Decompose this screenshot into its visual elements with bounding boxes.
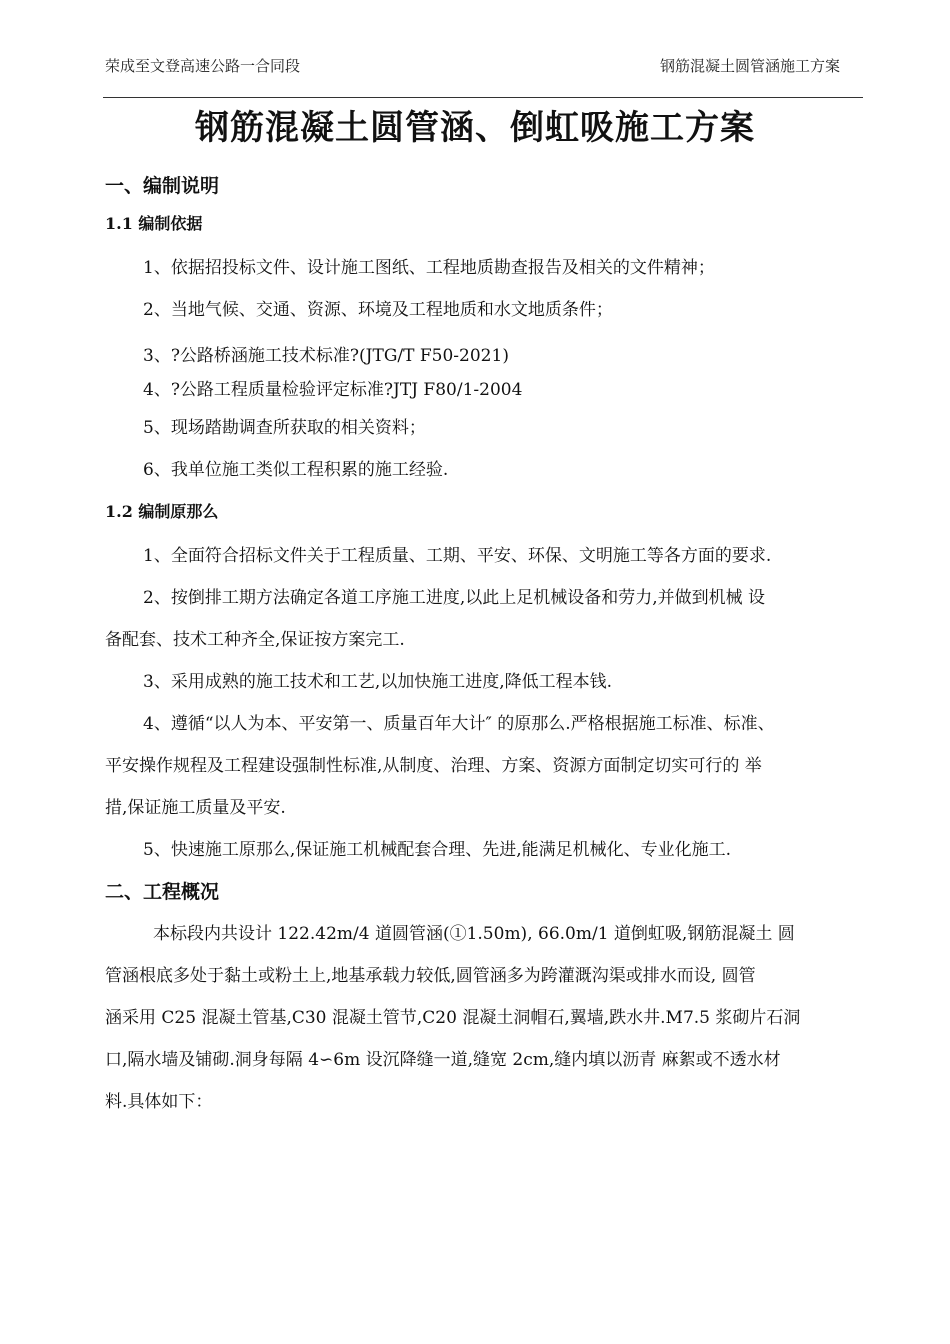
- document-title: 钢筋混凝土圆管涵、倒虹吸施工方案: [195, 108, 755, 148]
- basis-item-4: 4、?公路工程质量检验评定标准?JTJ F80/1-2004: [143, 380, 523, 400]
- overview-line-2: 管涵根底多处于黏土或粉土上,地基承载力较低,圆管涵多为跨灌溉沟渠或排水而设, 圆管: [105, 966, 756, 986]
- overview-line-5: 料.具体如下：: [105, 1092, 213, 1112]
- basis-item-5: 5、现场踏勘调查所获取的相关资料；: [143, 418, 426, 438]
- basis-item-3: 3、?公路桥涵施工技术标准?(JTG/T F50-2021): [143, 346, 509, 366]
- overview-line-3: 涵采用 C25 混凝土管基,C30 混凝土管节,C20 混凝土洞帽石,翼墙,跌水井.M7.5 浆砌片石洞: [105, 1008, 801, 1028]
- subsection-heading-1-1: 1.1 编制依据: [105, 214, 203, 233]
- principle-item-2-line-1: 2、按倒排工期方法确定各道工序施工进度,以此上足机械设备和劳力,并做到机械 设: [143, 588, 766, 608]
- overview-line-1: 本标段内共设计 122.42m/4 道圆管涵(①1.50m), 66.0m/1 道倒虹吸,钢筋混凝土 圆: [153, 924, 795, 944]
- principle-item-3: 3、采用成熟的施工技术和工艺,以加快施工进度,降低工程本钱.: [143, 672, 613, 692]
- header-right-text: 钢筋混凝土圆管涵施工方案: [659, 57, 840, 75]
- basis-item-6: 6、我单位施工类似工程积累的施工经验.: [143, 460, 449, 480]
- section-heading-1: 一、编制说明: [105, 175, 220, 197]
- basis-item-2: 2、当地气候、交通、资源、环境及工程地质和水文地质条件；: [143, 300, 613, 320]
- header-divider: [103, 97, 863, 98]
- principle-item-2-line-2: 备配套、技术工种齐全,保证按方案完工.: [105, 630, 405, 650]
- subsection-heading-1-2: 1.2 编制原那么: [105, 502, 219, 521]
- overview-line-4: 口,隔水墙及铺砌.洞身每隔 4∽6m 设沉降缝一道,缝宽 2cm,缝内填以沥青 麻絮或不透水材: [105, 1050, 781, 1070]
- principle-item-4-line-2: 平安操作规程及工程建设强制性标准,从制度、治理、方案、资源方面制定切实可行的 举: [105, 756, 762, 776]
- principle-item-5: 5、快速施工原那么,保证施工机械配套合理、先进,能满足机械化、专业化施工.: [143, 840, 732, 860]
- principle-item-1: 1、全面符合招标文件关于工程质量、工期、平安、环保、文明施工等各方面的要求.: [143, 546, 772, 566]
- principle-item-4-line-1: 4、遵循“以人为本、平安第一、质量百年大计″ 的原那么.严格根据施工标准、标准、: [143, 714, 775, 734]
- principle-item-4-line-3: 措,保证施工质量及平安.: [105, 798, 286, 818]
- basis-item-1: 1、依据招投标文件、设计施工图纸、工程地质勘查报告及相关的文件精神；: [143, 258, 715, 278]
- header-left-text: 荣成至文登高速公路一合同段: [105, 57, 301, 75]
- section-heading-2: 二、工程概况: [105, 881, 220, 903]
